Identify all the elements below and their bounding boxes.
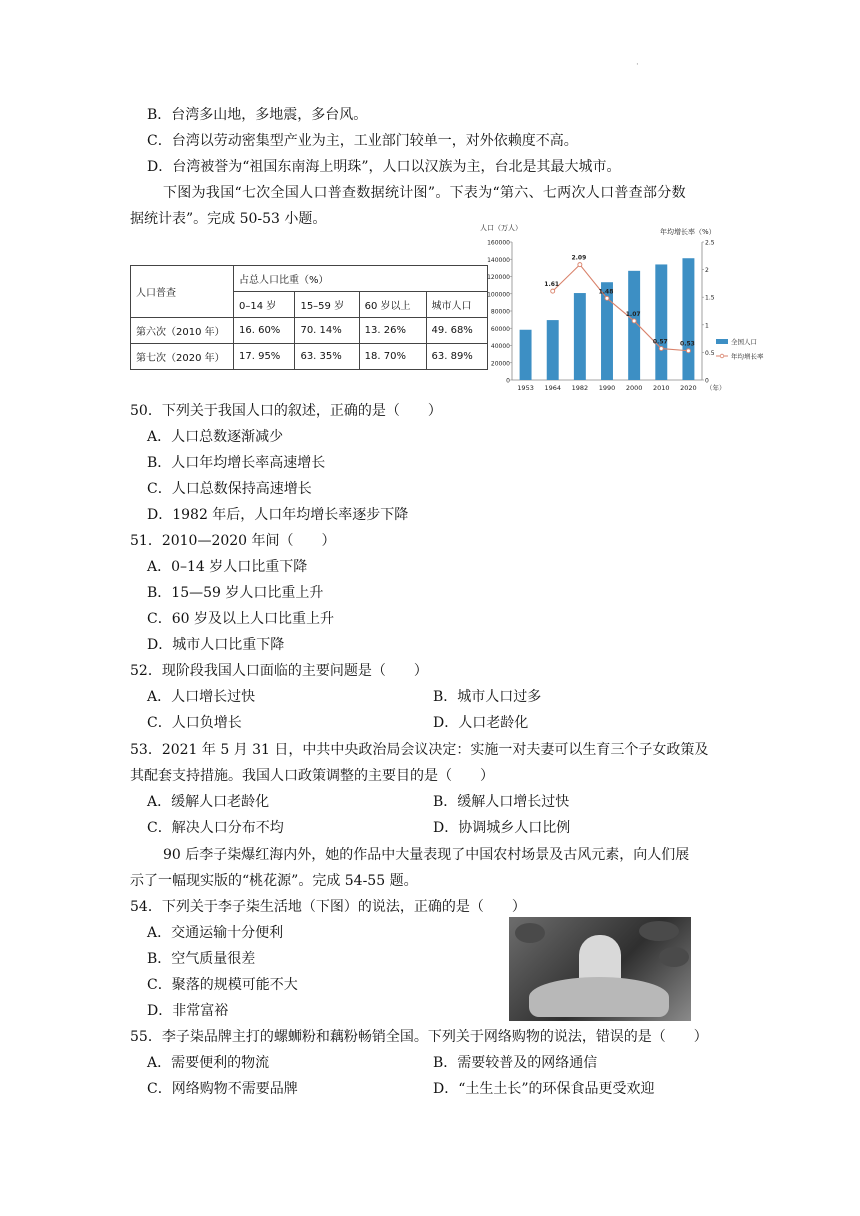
q52-option-b: B．城市人口过多: [433, 689, 542, 705]
y-tick-label-right: 2: [705, 267, 709, 275]
q55-option-c: C．网络购物不需要品牌: [147, 1081, 298, 1097]
data-label: 1.07: [625, 310, 641, 318]
x-axis-unit: （年）: [706, 384, 726, 392]
x-tick-label: 2000: [625, 384, 643, 392]
y-tick-label-left: 80000: [490, 308, 510, 316]
village-photo: [509, 917, 691, 1021]
q50-option-b: B．人口年均增长率高速增长: [147, 455, 326, 471]
q52-option-a: A．人口增长过快: [147, 689, 256, 705]
x-tick-label: 1990: [598, 384, 616, 392]
q53-option-d: D．协调城乡人口比例: [433, 820, 571, 836]
table-header-urban: 城市人口: [426, 292, 488, 318]
growth-rate-line: [553, 265, 689, 351]
census-chart: [480, 222, 780, 398]
x-tick-label: 2010: [653, 384, 670, 392]
q55-option-b: B．需要较普及的网络通信: [433, 1055, 598, 1071]
q52-option-c: C．人口负增长: [147, 715, 242, 731]
q53-stem-line2: 其配套支持措施。我国人口政策调整的主要目的是（ ）: [130, 768, 494, 784]
legend-label-growth: 年均增长率: [731, 352, 764, 361]
y-tick-label-left: 140000: [487, 256, 510, 264]
growth-rate-point: [578, 263, 582, 267]
q50-stem: 50．下列关于我国人口的叙述，正确的是（ ）: [130, 403, 442, 419]
x-tick-label: 1982: [571, 384, 589, 392]
bar-population: [547, 320, 559, 380]
y-axis-right-label: 年均增长率（%）: [660, 228, 716, 236]
growth-rate-point: [632, 319, 636, 323]
data-label: 2.09: [571, 254, 587, 262]
q50-option-c: C．人口总数保持高速增长: [147, 481, 312, 497]
q52-option-d: D．人口老龄化: [433, 715, 529, 731]
q54-option-d: D．非常富裕: [147, 1003, 229, 1019]
intro-50-line1: 下图为我国“七次全国人口普查数据统计图”。下表为“第六、七两次人口普查部分数: [163, 185, 686, 201]
table-header-15-59: 15–59 岁: [295, 292, 359, 318]
q51-option-b: B．15—59 岁人口比重上升: [147, 585, 324, 601]
table-header-group: 占总人口比重（%）: [234, 266, 488, 292]
q50-option-d: D．1982 年后，人口年均增长率逐步下降: [147, 507, 409, 523]
q54-option-a: A．交通运输十分便利: [147, 925, 284, 941]
growth-rate-point: [686, 349, 690, 353]
legend-label-population: 全国人口: [731, 338, 757, 346]
q53-option-a: A．缓解人口老龄化: [147, 794, 270, 810]
table-header-60-plus: 60 岁以上: [359, 292, 426, 318]
table-row: [131, 344, 488, 370]
q55-option-d: D．“土生土长”的环保食品更受欢迎: [433, 1081, 655, 1097]
y-axis-left-label: 人口（万人）: [480, 224, 522, 232]
table-cell: 17. 95%: [234, 344, 295, 370]
q52-stem: 52．现阶段我国人口面临的主要问题是（ ）: [130, 663, 428, 679]
table-header-0-14: 0–14 岁: [234, 292, 295, 318]
q51-option-c: C．60 岁及以上人口比重上升: [147, 611, 334, 627]
bar-population: [652, 264, 668, 380]
intro-50-line2: 据统计表”。完成 50-53 小题。: [130, 211, 327, 227]
y-tick-label-left: 60000: [490, 325, 510, 333]
bar-population: [574, 293, 586, 380]
table-cell: 63. 89%: [426, 344, 488, 370]
q53-option-b: B．缓解人口增长过快: [433, 794, 570, 810]
y-tick-label-right: 2.5: [705, 239, 715, 247]
table-cell: 第六次（2010 年）: [131, 318, 234, 344]
intro-54-line2: 示了一幅现实版的“桃花源”。完成 54-55 题。: [130, 873, 418, 889]
q54-stem: 54．下列关于李子柒生活地（下图）的说法，正确的是（ ）: [130, 899, 526, 915]
q51-stem: 51．2010—2020 年间（ ）: [130, 533, 336, 549]
data-label: 0.53: [680, 340, 695, 348]
table-cell: 13. 26%: [359, 318, 426, 344]
y-tick-label-left: 40000: [490, 343, 510, 350]
q51-option-d: D．城市人口比重下降: [147, 637, 285, 653]
bar-population: [682, 258, 694, 380]
y-tick-label-right: 0.5: [705, 349, 715, 357]
growth-rate-point: [659, 347, 663, 351]
x-tick-label: 2020: [680, 384, 697, 392]
y-tick-label-left: 100000: [487, 291, 510, 299]
legend-marker-growth: [720, 354, 724, 358]
table-cell: 70. 14%: [295, 318, 359, 344]
prev-option-b: B．台湾多山地，多地震，多台风。: [147, 107, 368, 123]
q55-stem: 55．李子柒品牌主打的螺蛳粉和藕粉畅销全国。下列关于网络购物的说法，错误的是（ ）: [130, 1029, 708, 1045]
y-tick-label-right: 0: [705, 377, 709, 385]
y-tick-label-left: 160000: [487, 239, 510, 247]
q53-option-c: C．解决人口分布不均: [147, 820, 284, 836]
table-cell: 49. 68%: [426, 318, 488, 344]
table-row: [131, 318, 488, 344]
intro-54-line1: 90 后李子柒爆红海内外，她的作品中大量表现了中国农村场景及古风元素，向人们展: [163, 847, 690, 863]
y-tick-label-left: 120000: [487, 274, 510, 281]
y-tick-label-right: 1: [705, 322, 709, 330]
data-label: 0.57: [652, 338, 668, 346]
table-cell: 18. 70%: [359, 344, 426, 370]
table-cell: 63. 35%: [295, 344, 359, 370]
q54-option-c: C．聚落的规模可能不大: [147, 977, 298, 993]
growth-rate-point: [551, 289, 555, 293]
y-tick-label-left: 20000: [490, 360, 510, 368]
growth-rate-point: [605, 296, 609, 300]
prev-option-d: D．台湾被誉为“祖国东南海上明珠”，人口以汉族为主，台北是其最大城市。: [147, 159, 621, 175]
legend-swatch-population: [716, 339, 728, 344]
data-label: 1.48: [598, 288, 614, 296]
table-cell: 第七次（2020 年）: [131, 344, 234, 370]
y-tick-label-left: 0: [506, 377, 510, 385]
header-mark: ·: [636, 60, 639, 70]
q51-option-a: A．0–14 岁人口比重下降: [147, 559, 308, 575]
y-tick-label-right: 1.5: [705, 294, 715, 302]
q50-option-a: A．人口总数逐渐减少: [147, 429, 284, 445]
table-header-census: 人口普查: [131, 266, 234, 318]
data-label: 1.61: [544, 281, 560, 289]
bar-population: [520, 330, 532, 380]
table-cell: 16. 60%: [234, 318, 295, 344]
x-tick-label: 1964: [544, 384, 561, 392]
x-tick-label: 1953: [517, 384, 534, 392]
q54-option-b: B．空气质量很差: [147, 951, 256, 967]
prev-option-c: C．台湾以劳动密集型产业为主，工业部门较单一，对外依赖度不高。: [147, 133, 578, 149]
q53-stem-line1: 53．2021 年 5 月 31 日，中共中央政治局会议决定：实施一对夫妻可以生育三个子女政策及: [130, 742, 709, 758]
census-table: [130, 265, 488, 370]
q55-option-a: A．需要便利的物流: [147, 1055, 270, 1071]
